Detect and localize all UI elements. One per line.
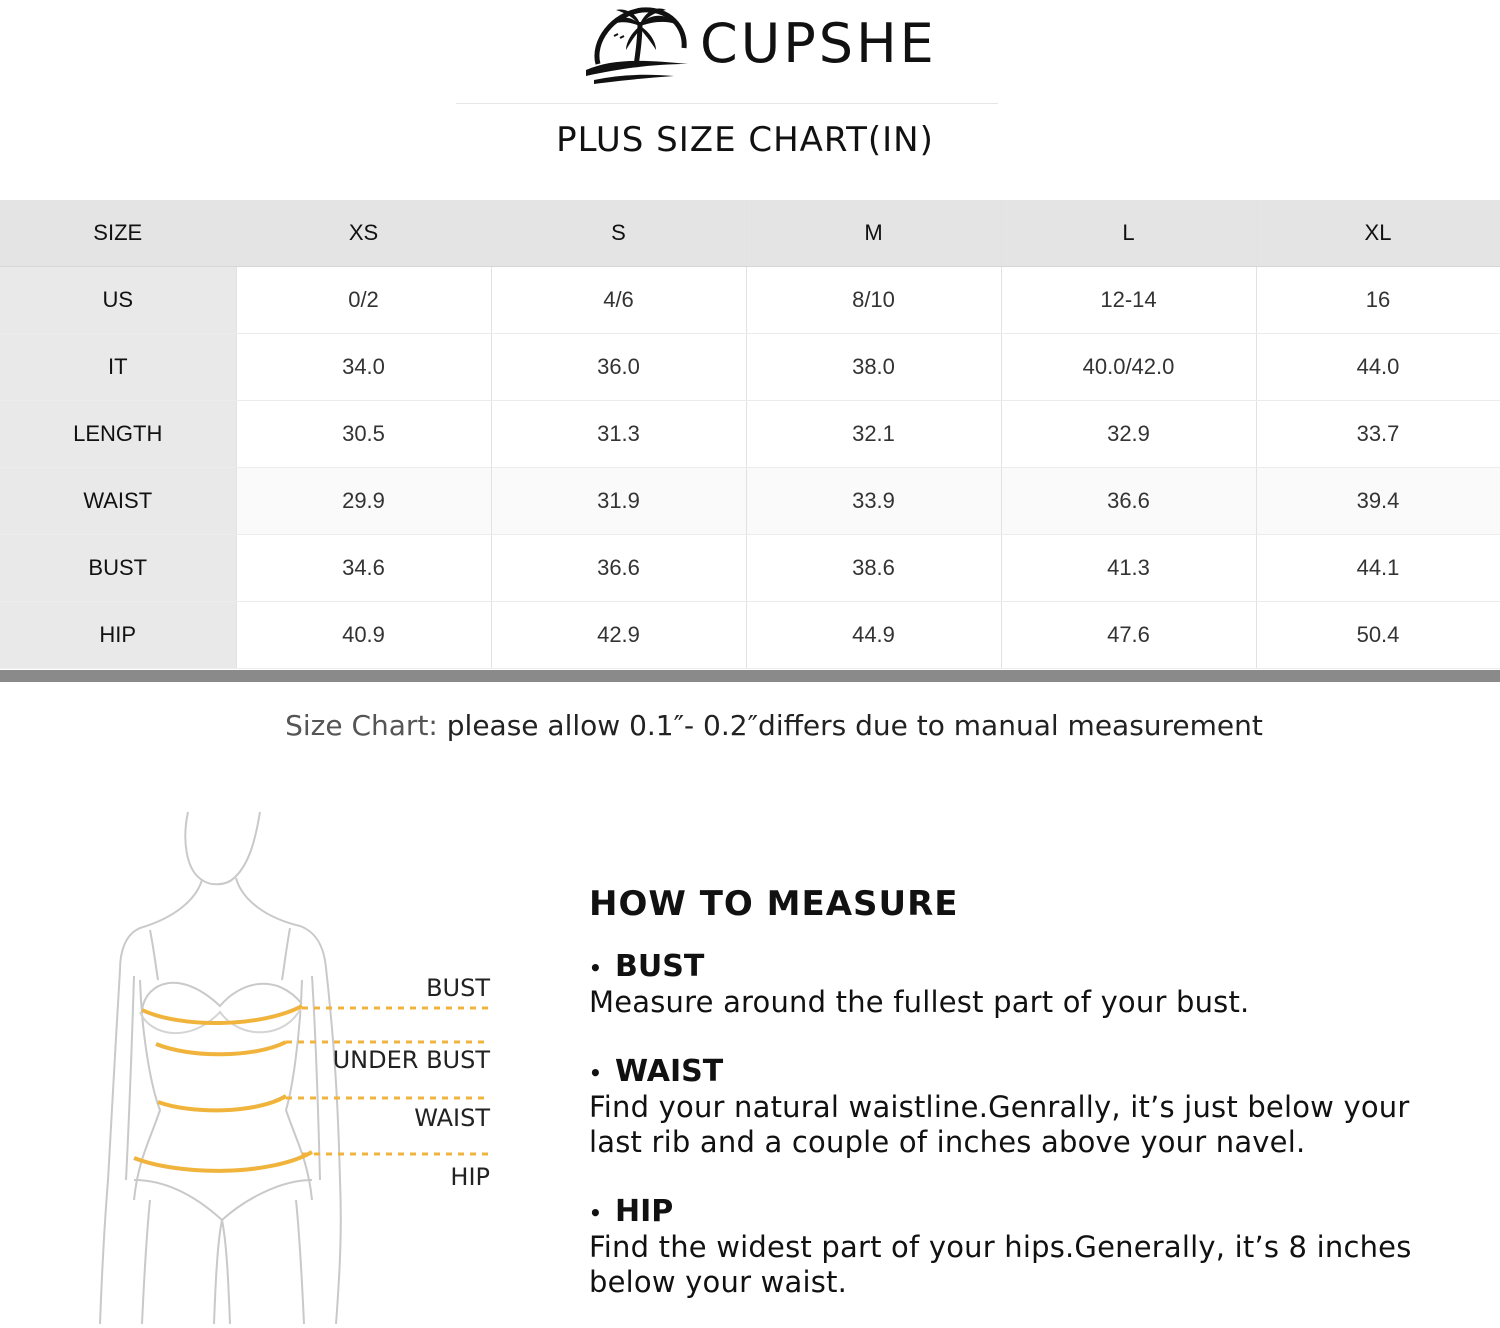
table-cell: 32.9: [1001, 401, 1256, 468]
brand-logo: [584, 2, 937, 86]
how-to-measure-title: HOW TO MEASURE: [589, 884, 959, 924]
row-label: LENGTH: [0, 401, 236, 468]
measure-item-hip: [589, 1195, 1469, 1300]
table-cell: 8/10: [746, 267, 1001, 334]
figure-label-bust: BUST: [426, 974, 490, 1002]
table-cell: 47.6: [1001, 602, 1256, 669]
note-lead: Size Chart:: [285, 709, 438, 742]
measure-item-name: HIP: [615, 1194, 674, 1229]
table-cell: 44.9: [746, 602, 1001, 669]
palm-island-icon: [584, 2, 696, 86]
row-label: HIP: [0, 602, 236, 669]
table-cell: 50.4: [1256, 602, 1500, 669]
measure-item-desc: Find the widest part of your hips.Generally, it’s 8 inches below your waist.: [589, 1229, 1412, 1299]
note-text: please allow 0.1″- 0.2″differs due to manual measurement: [446, 709, 1263, 742]
bullet-icon: •: [589, 1200, 602, 1225]
table-cell: 0/2: [236, 267, 491, 334]
table-cell: 42.9: [491, 602, 746, 669]
figure-label-waist: WAIST: [414, 1104, 490, 1132]
table-cell: 44.0: [1256, 334, 1500, 401]
header-divider: [456, 103, 998, 104]
table-row: [0, 535, 1500, 602]
table-cell: 39.4: [1256, 468, 1500, 535]
table-bottom-bar: [0, 670, 1500, 682]
row-label: BUST: [0, 535, 236, 602]
table-cell: 34.0: [236, 334, 491, 401]
table-header-row: [0, 200, 1500, 267]
table-row: [0, 401, 1500, 468]
table-cell: 40.9: [236, 602, 491, 669]
column-header: XL: [1256, 200, 1500, 267]
table-cell: 4/6: [491, 267, 746, 334]
table-cell: 33.7: [1256, 401, 1500, 468]
measure-item-desc: Find your natural waistline.Genrally, it’s just below your last rib and a couple of inches above your navel.: [589, 1089, 1410, 1159]
figure-label-under-bust: UNDER BUST: [332, 1046, 490, 1074]
table-cell: 36.6: [1001, 468, 1256, 535]
figure-label-hip: HIP: [450, 1163, 490, 1191]
table-cell: 31.3: [491, 401, 746, 468]
table-cell: 29.9: [236, 468, 491, 535]
column-header: L: [1001, 200, 1256, 267]
size-table: [0, 200, 1500, 669]
measure-item-waist: [589, 1055, 1469, 1160]
column-header: XS: [236, 200, 491, 267]
bullet-icon: •: [589, 955, 602, 980]
brand-name: CUPSHE: [700, 12, 937, 75]
page-title: PLUS SIZE CHART(IN): [556, 120, 934, 160]
row-label: WAIST: [0, 468, 236, 535]
table-cell: 33.9: [746, 468, 1001, 535]
header: [0, 0, 1500, 200]
table-cell: 16: [1256, 267, 1500, 334]
how-to-measure: [589, 880, 1469, 1299]
table-cell: 34.6: [236, 535, 491, 602]
table-row: [0, 602, 1500, 669]
table-cell: 36.0: [491, 334, 746, 401]
table-row: [0, 334, 1500, 401]
table-cell: 12-14: [1001, 267, 1256, 334]
row-label: US: [0, 267, 236, 334]
table-cell: 40.0/42.0: [1001, 334, 1256, 401]
measure-item-name: WAIST: [615, 1054, 724, 1089]
measure-item-name: BUST: [615, 949, 705, 984]
table-cell: 30.5: [236, 401, 491, 468]
column-header: M: [746, 200, 1001, 267]
row-label: IT: [0, 334, 236, 401]
table-cell: 38.0: [746, 334, 1001, 401]
table-cell: 41.3: [1001, 535, 1256, 602]
table-row: [0, 468, 1500, 535]
body-measure-figure: [90, 800, 510, 1324]
measure-item-bust: [589, 950, 1469, 1020]
table-cell: 31.9: [491, 468, 746, 535]
table-cell: 38.6: [746, 535, 1001, 602]
table-row: [0, 267, 1500, 334]
bullet-icon: •: [589, 1060, 602, 1085]
measure-item-desc: Measure around the fullest part of your bust.: [589, 984, 1250, 1019]
column-header: SIZE: [0, 200, 236, 267]
table-cell: 32.1: [746, 401, 1001, 468]
column-header: S: [491, 200, 746, 267]
table-cell: 36.6: [491, 535, 746, 602]
measurement-note: [0, 706, 1500, 746]
table-cell: 44.1: [1256, 535, 1500, 602]
